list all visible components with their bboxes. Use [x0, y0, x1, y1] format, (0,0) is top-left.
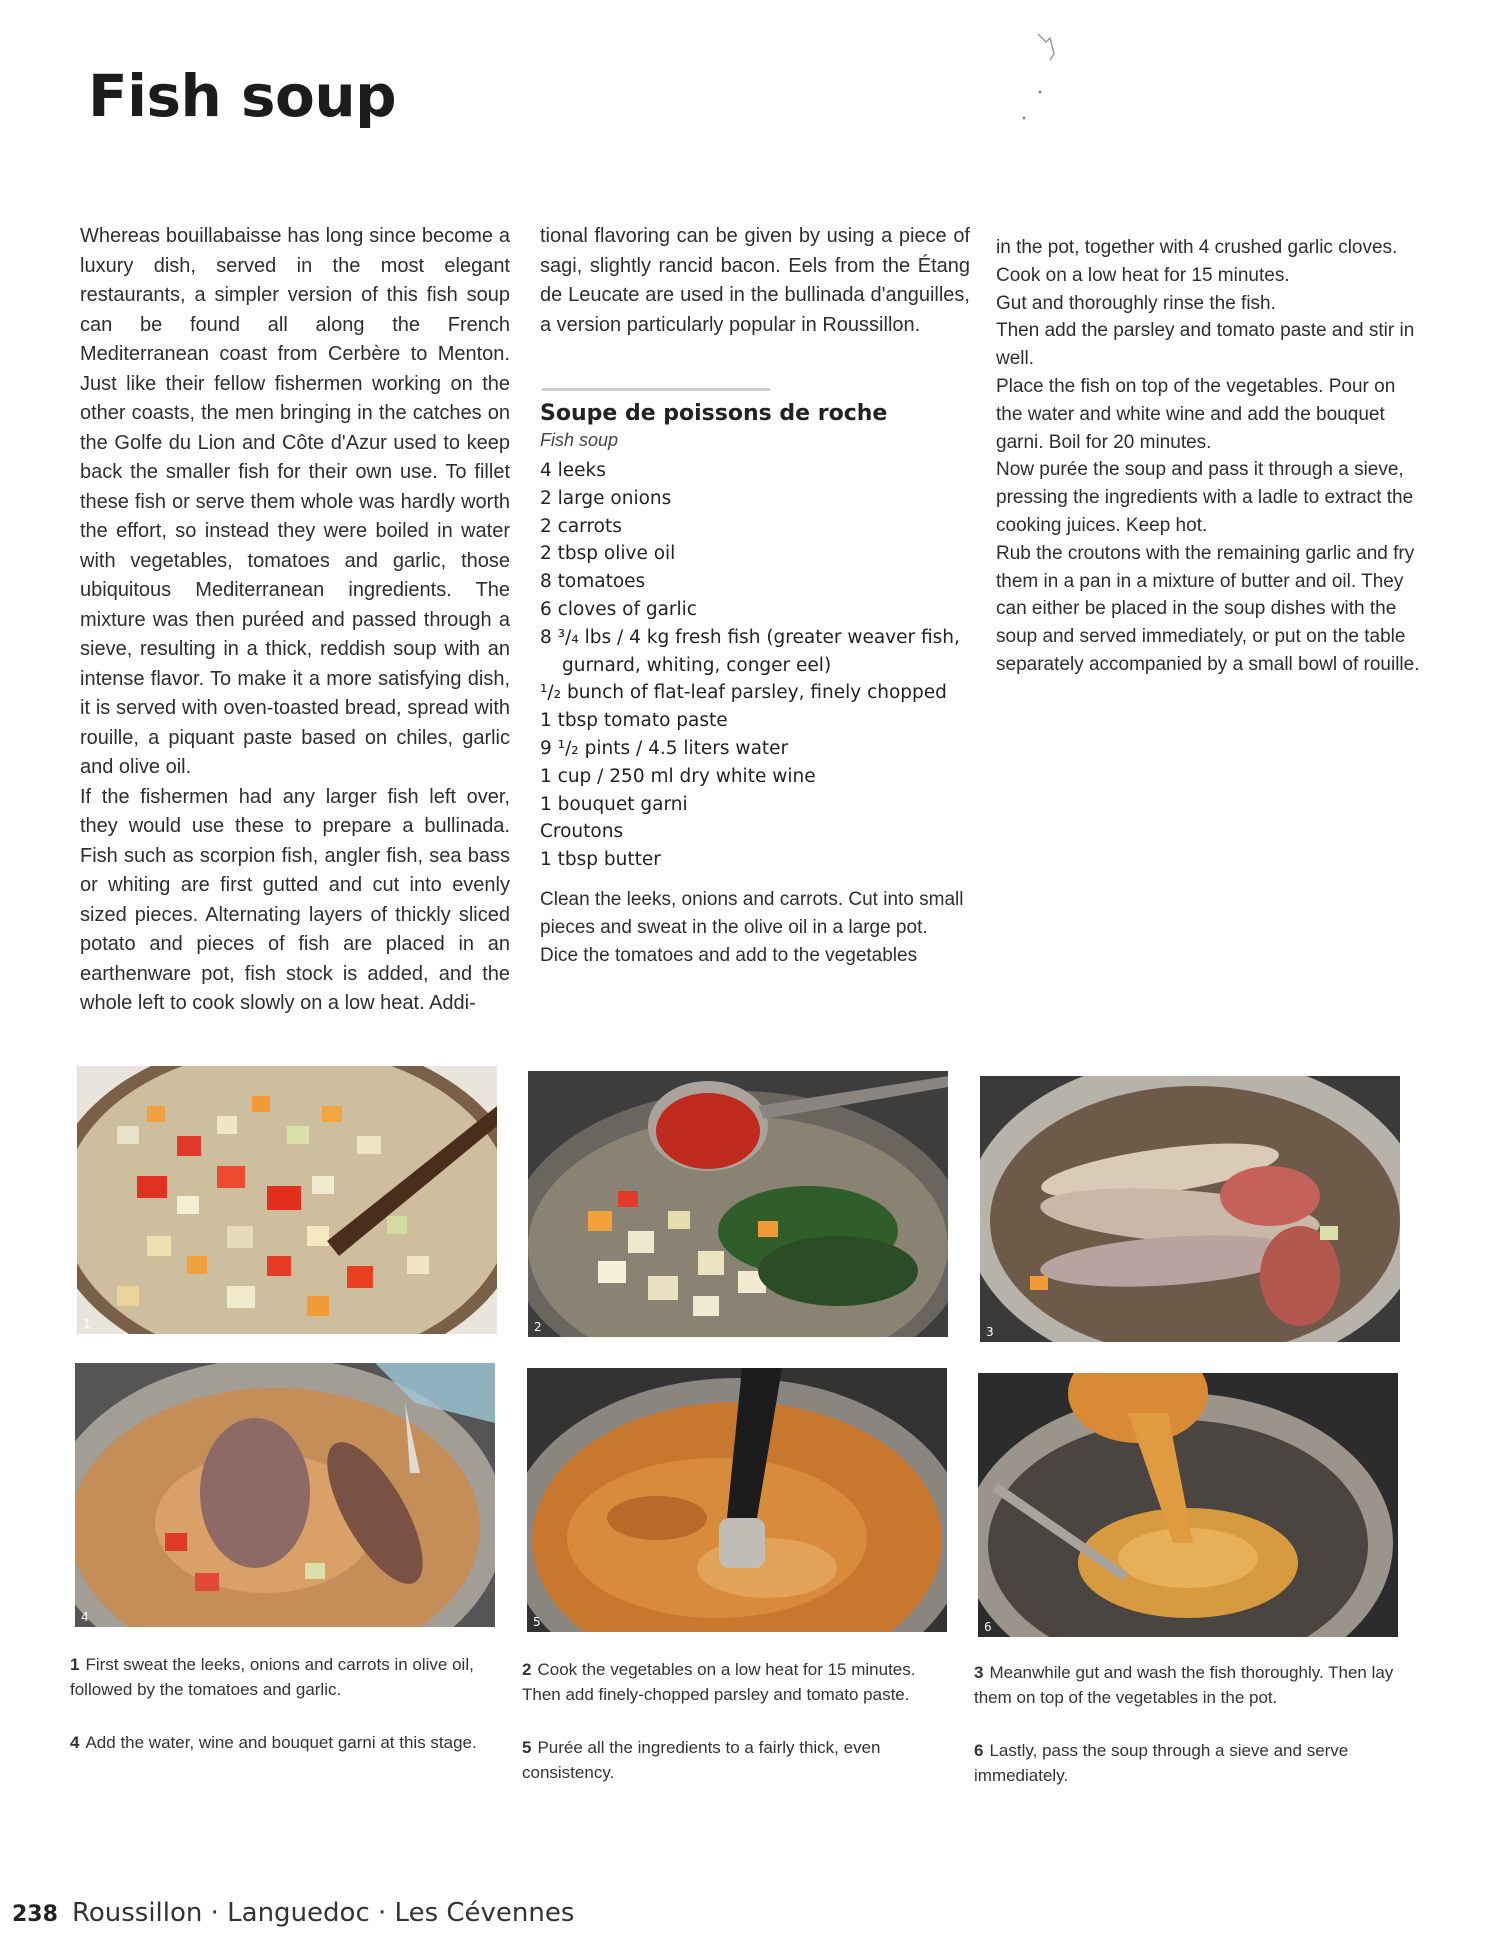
caption-text: Meanwhile gut and wash the fish thoroughly. Then lay them on top of the vegetables in the pot. [974, 1663, 1394, 1707]
ingredient-item: 4 leeks [540, 460, 606, 481]
recipe-subtitle: Fish soup [540, 430, 619, 450]
scan-speck-mark [1020, 20, 1080, 130]
photo-number-label: 5 [533, 1615, 541, 1629]
tomato-paste-spoon-image [528, 1071, 948, 1337]
ingredient-item: 1 tbsp tomato paste [540, 710, 728, 732]
page-footer [12, 1898, 574, 1928]
body-paragraph: Whereas bouillabaisse has long since become a luxury dish, served in the most elegant restaurants, a simpler version of this fish soup can be found all along the French Mediterranean coast from Cerbère to Menton. Just like their fellow fishermen working on the other coasts, the men bringing in the catches on the Golfe du Lion and Côte d'Azur used to keep back the smaller fish for their own use. To fillet these fish or serve them whole was hardly worth the effort, so instead they were boiled in water with vegetables, tomatoes and garlic, those ubiquitous Mediterranean ingredients. The mixture was then puréed and passed through a sieve, resulting in a thick, reddish soup with an intense flavor. To make it a more satisfying dish, it is served with oven-toasted bread, spread with rouille, a piquant paste based on chiles, garlic and olive oil. [80, 225, 510, 778]
caption-number: 6 [974, 1741, 984, 1760]
vegetables-pot-image [77, 1066, 497, 1334]
method-paragraph: Then add the parsley and tomato paste and stir in well. [996, 320, 1415, 370]
caption-number: 1 [70, 1655, 80, 1674]
caption-text: First sweat the leeks, onions and carrots in olive oil, followed by the tomatoes and garlic. [70, 1655, 474, 1699]
ingredient-item: 2 carrots [540, 515, 622, 537]
ingredient-item: 8 ³/₄ lbs / 4 kg fresh fish (greater weaver fish, gurnard, whiting, conger eel) [540, 626, 960, 676]
photo-number-label: 1 [83, 1317, 91, 1331]
ingredient-item: 8 tomatoes [540, 571, 646, 593]
pouring-water-image [75, 1363, 495, 1627]
step-photo-5 [527, 1368, 947, 1632]
photo-number-label: 6 [984, 1620, 992, 1634]
section-title: Roussillon · Languedoc · Les Cévennes [71, 1898, 575, 1928]
ingredient-list [540, 457, 970, 874]
ingredient-item: 6 cloves of garlic [540, 598, 697, 620]
ingredient-item: 1 bouquet garni [540, 793, 688, 815]
ingredient-item: 1 cup / 250 ml dry white wine [540, 765, 816, 787]
caption-number: 3 [974, 1663, 984, 1682]
caption-1 [70, 1652, 500, 1702]
caption-text: Purée all the ingredients to a fairly thick, even consistency. [522, 1738, 881, 1782]
caption-2 [522, 1657, 952, 1707]
page-number: 238 [12, 1902, 58, 1927]
page-title: Fish soup [88, 62, 397, 130]
ingredient-item: Croutons [540, 821, 624, 843]
recipe-title: Soupe de poissons de roche [540, 401, 888, 426]
ingredient-item: 2 tbsp olive oil [540, 543, 676, 565]
caption-3 [974, 1660, 1394, 1710]
caption-number: 5 [522, 1738, 532, 1757]
method-paragraph: Place the fish on top of the vegetables. Pour on the water and white wine and add the bouquet garni. Boil for 20 minutes. [996, 375, 1396, 453]
body-column-1 [80, 222, 510, 1019]
photo-number-label: 2 [534, 1320, 542, 1334]
step-photo-4 [75, 1363, 495, 1627]
caption-4 [70, 1730, 490, 1755]
method-paragraph: Rub the croutons with the remaining garlic and fry them in a pan in a mixture of butter and oil. They can either be placed in the soup dishes with the soup and served immediately, or put on the table separately accompanied by a small bowl of rouille. [996, 542, 1420, 675]
caption-number: 2 [522, 1660, 532, 1679]
ingredient-item: 1 tbsp butter [540, 849, 661, 871]
blending-soup-image [527, 1368, 947, 1632]
caption-5 [522, 1735, 952, 1785]
fish-in-pot-image [980, 1076, 1400, 1342]
method-paragraph: Clean the leeks, onions and carrots. Cut into small pieces and sweat in the olive oil in a large pot. Dice the tomatoes and add to the vegetables [540, 888, 964, 966]
photo-number-label: 4 [81, 1610, 89, 1624]
ingredient-item: ¹/₂ bunch of flat-leaf parsley, finely chopped [540, 682, 947, 704]
step-photo-1 [77, 1066, 497, 1334]
ingredient-item: 2 large onions [540, 487, 672, 509]
body-column-3 [996, 234, 1426, 679]
caption-6 [974, 1738, 1394, 1788]
step-photo-6 [978, 1373, 1398, 1637]
method-paragraph: in the pot, together with 4 crushed garlic cloves. Cook on a low heat for 15 minutes. [996, 237, 1398, 286]
photo-number-label: 3 [986, 1325, 994, 1339]
body-paragraph: tional flavoring can be given by using a piece of sagi, slightly rancid bacon. Eels from the Étang de Leucate are used in the bullinada d'anguilles, a version particularly popular in Roussillon. [540, 225, 970, 336]
caption-number: 4 [70, 1733, 80, 1752]
sieving-soup-image [978, 1373, 1398, 1637]
step-photo-2 [528, 1071, 948, 1337]
caption-text: Lastly, pass the soup through a sieve and serve immediately. [974, 1741, 1349, 1785]
caption-text: Cook the vegetables on a low heat for 15 minutes. Then add finely-chopped parsley and tomato paste. [522, 1660, 916, 1704]
divider [542, 388, 770, 391]
ingredient-item: 9 ¹/₂ pints / 4.5 liters water [540, 737, 789, 759]
body-paragraph: If the fishermen had any larger fish left over, they would use these to prepare a bullinada. Fish such as scorpion fish, angler fish, sea bass or whiting are first gutted and cut into evenly sized pieces. Alternating layers of thickly sliced potato and pieces of fish are placed in an earthenware pot, fish stock is added, and the whole left to cook slowly on a low heat. Addi- [80, 785, 510, 1014]
method-paragraph: Now purée the soup and pass it through a sieve, pressing the ingredients with a ladle to extract the cooking juices. Keep hot. [996, 459, 1414, 536]
caption-text: Add the water, wine and bouquet garni at this stage. [85, 1733, 477, 1752]
body-column-2 [540, 222, 970, 970]
method-paragraph: Gut and thoroughly rinse the fish. [996, 292, 1276, 314]
step-photo-3 [980, 1076, 1400, 1342]
